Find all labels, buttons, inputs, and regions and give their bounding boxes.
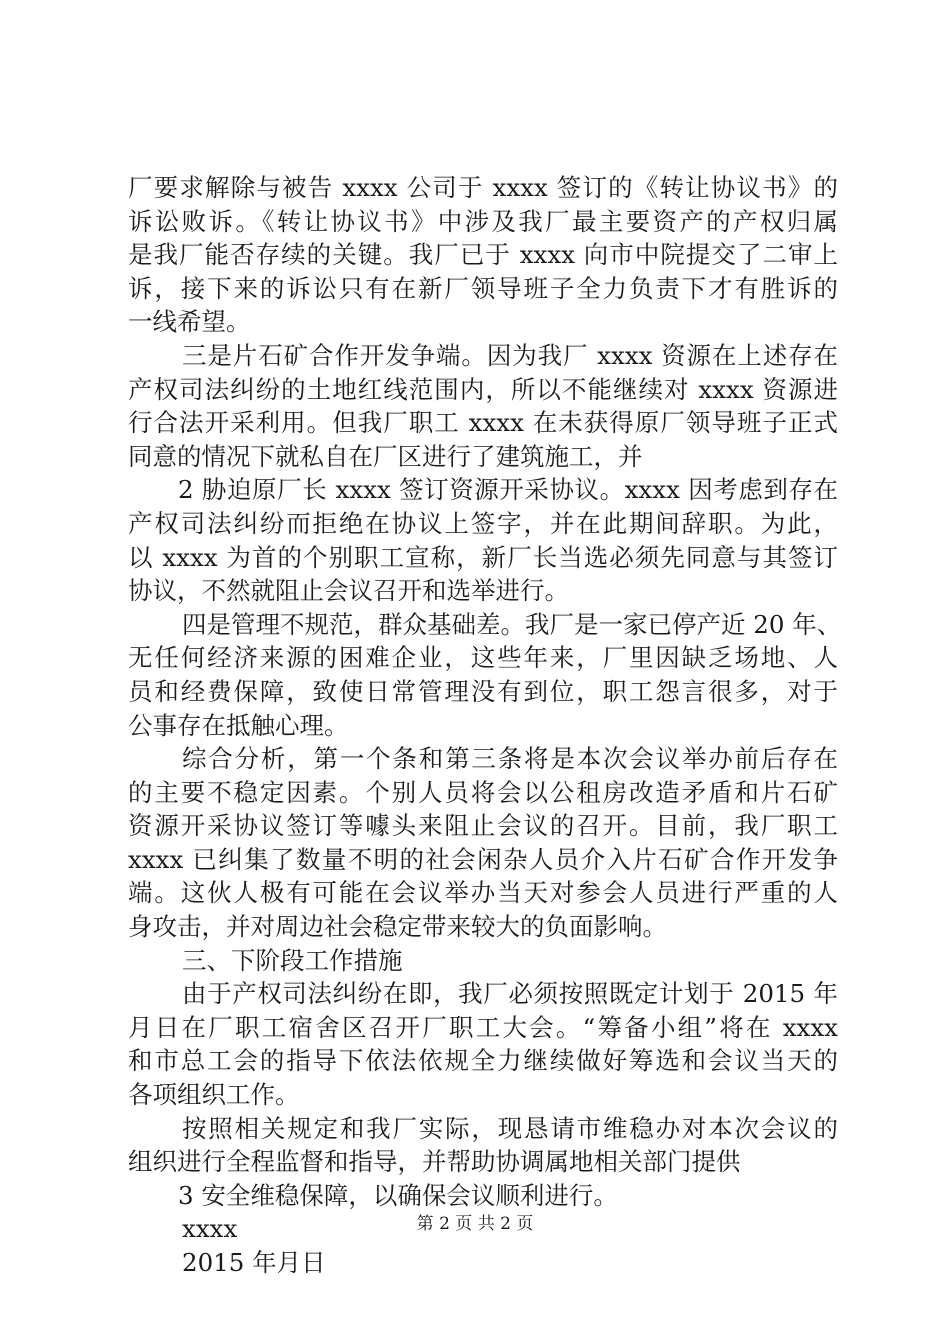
text-line: 端。这伙人极有可能在会议举办当天对参会人员进行严重的人: [128, 878, 838, 908]
text-line: 无任何经济来源的困难企业，这些年来，厂里因缺乏场地、人: [128, 643, 838, 673]
document-body: [128, 171, 842, 1280]
text-line: 产权司法纠纷的土地红线范围内，所以不能继续对 xxxx 资源进: [128, 374, 838, 404]
text-line: 一线希望。: [128, 307, 251, 337]
text-line: 身攻击，并对周边社会稳定带来较大的负面影响。: [128, 912, 667, 942]
paragraph-start-line: 按照相关规定和我厂实际，现恳请市维稳办对本次会议的: [182, 1113, 838, 1143]
text-line: 以 xxxx 为首的个别职工宣称，新厂长当选必须先同意与其签订: [128, 542, 838, 572]
date-line: 2015 年月日: [182, 1248, 326, 1277]
paragraph-start-line: 2 胁迫原厂长 xxxx 签订资源开采协议。xxxx 因考虑到存在: [178, 475, 838, 505]
text-line: 诉讼败诉。《转让协议书》中涉及我厂最主要资产的产权归属: [128, 206, 838, 236]
paragraph-start-line: 由于产权司法纠纷在即，我厂必须按照既定计划于 2015 年: [182, 979, 838, 1009]
paragraph-start-line: 四是管理不规范，群众基础差。我厂是一家已停产近 20 年、: [182, 609, 842, 639]
text-line: 公事存在抵触心理。: [128, 710, 349, 740]
section-heading: 三、下阶段工作措施: [182, 945, 403, 975]
text-line: 组织进行全程监督和指导，并帮助协调属地相关部门提供: [128, 1147, 741, 1177]
signature-line: xxxx: [182, 1214, 238, 1244]
text-line: 资源开采协议签订等噱头来阻止会议的召开。目前，我厂职工: [128, 811, 838, 841]
text-line: xxxx 已纠集了数量不明的社会闲杂人员介入片石矿合作开发争: [128, 844, 838, 874]
text-line: 员和经费保障，致使日常管理没有到位，职工怨言很多，对于: [128, 676, 838, 706]
text-line: 是我厂能否存续的关键。我厂已于 xxxx 向市中院提交了二审上: [128, 240, 838, 270]
page-number: 第 2 页 共 2 页: [416, 1214, 534, 1234]
paragraph-start-line: 三是片石矿合作开发争端。因为我厂 xxxx 资源在上述存在: [182, 340, 838, 370]
text-line: 月日在厂职工宿舍区召开厂职工大会。“筹备小组”将在 xxxx: [128, 1012, 838, 1042]
paragraph-start-line: 综合分析，第一个条和第三条将是本次会议举办前后存在: [182, 744, 838, 774]
text-line: 行合法开采利用。但我厂职工 xxxx 在未获得原厂领导班子正式: [128, 408, 838, 438]
text-line: 协议，不然就阻止会议召开和选举进行。: [128, 576, 569, 606]
text-line: 和市总工会的指导下依法依规全力继续做好筹选和会议当天的: [128, 1046, 838, 1076]
text-line: 产权司法纠纷而拒绝在协议上签字，并在此期间辞职。为此，: [128, 508, 838, 538]
text-line: 诉，接下来的诉讼只有在新厂领导班子全力负责下才有胜诉的: [128, 273, 838, 303]
text-line: 的主要不稳定因素。个别人员将会以公租房改造矛盾和片石矿: [128, 777, 838, 807]
text-line: 厂要求解除与被告 xxxx 公司于 xxxx 签订的《转让协议书》的: [128, 173, 838, 202]
text-line: 3 安全维稳保障，以确保会议顺利进行。: [178, 1180, 618, 1210]
text-line: 同意的情况下就私自在厂区进行了建筑施工，并: [128, 441, 643, 471]
text-line: 各项组织工作。: [128, 1080, 300, 1110]
